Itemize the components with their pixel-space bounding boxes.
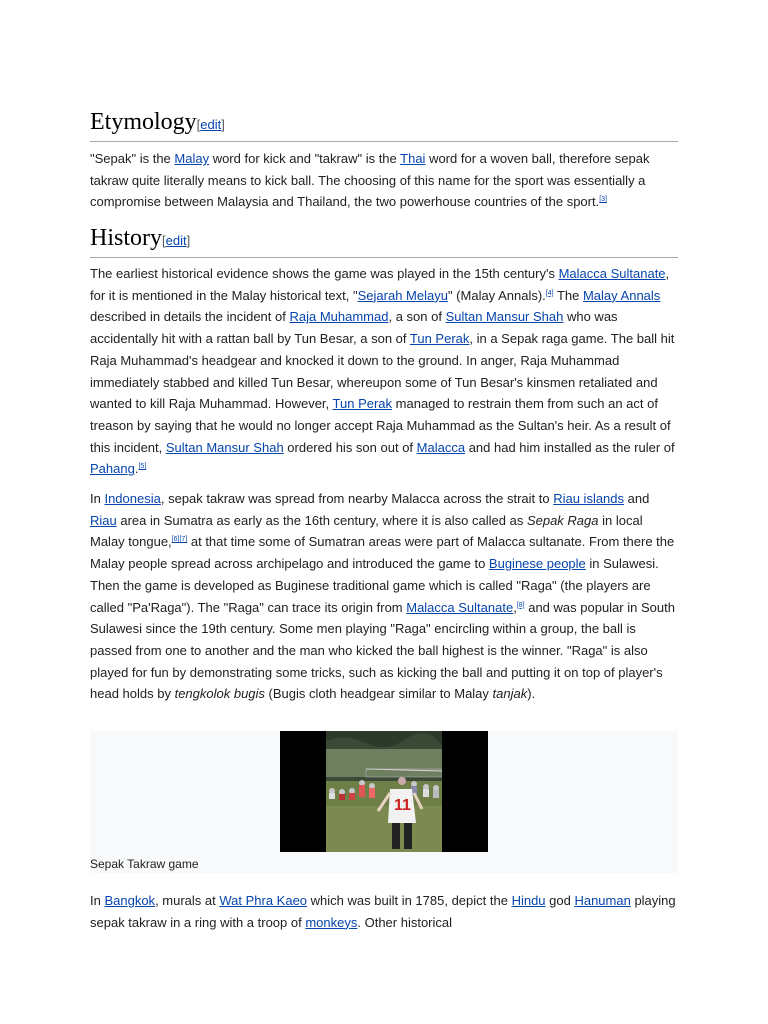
link-malacca-sultanate[interactable]: Malacca Sultanate	[558, 266, 666, 281]
edit-bracket-open: [	[196, 117, 201, 132]
text: god	[545, 893, 575, 908]
text: ,	[513, 599, 517, 615]
figure-caption: Sepak Takraw game	[90, 857, 199, 871]
link-bangkok[interactable]: Bangkok	[104, 893, 156, 908]
text: word for a woven ball, therefore sepak takraw quite literally means to kick ball. The choosing of this name for the sport was essentially a compromise between Malaysia and Thailand, the two powerhouse countries of the sport.	[90, 151, 650, 210]
etymology-edit	[197, 117, 225, 132]
video-thumbnail	[326, 731, 442, 852]
etymology-paragraph	[90, 148, 678, 213]
link-malacca-sultanate-2[interactable]: Malacca Sultanate	[406, 599, 514, 615]
edit-bracket-close: ]	[186, 233, 191, 248]
link-riau-islands[interactable]: Riau islands	[553, 491, 625, 506]
text: at that time some of Sumatran areas were part of Malacca sultanate. From there the Malay people spread across archipelago and introduced the game to	[90, 534, 675, 572]
italic-text: Sepak Raga	[526, 512, 599, 528]
text: , sepak takraw was spread from nearby Malacca across the strait to	[160, 491, 554, 506]
link-malay-annals[interactable]: Malay Annals	[582, 287, 661, 303]
text: " (Malay Annals).	[447, 287, 546, 303]
link-tun-perak[interactable]: Tun Perak	[409, 331, 470, 347]
link-thai[interactable]: Thai	[400, 151, 426, 166]
text: , a son of	[388, 309, 446, 325]
history-heading-text: History	[90, 225, 162, 251]
citation-8[interactable]: [8]	[516, 601, 525, 609]
citation-5[interactable]: [5]	[138, 463, 147, 471]
link-sejarah-melayu[interactable]: Sejarah Melayu	[357, 287, 448, 303]
history-edit	[162, 233, 190, 248]
text: word for kick and "takraw" is the	[209, 151, 401, 166]
link-monkeys[interactable]: monkeys	[305, 914, 358, 930]
link-indonesia[interactable]: Indonesia	[104, 491, 161, 506]
text: in local Malay tongue,	[90, 512, 643, 550]
citation-3[interactable]: [3]	[599, 196, 608, 204]
text: playing sepak takraw in a ring with a troop of	[90, 893, 676, 930]
history-heading	[90, 224, 678, 258]
history-paragraph-3	[90, 890, 678, 933]
text: ordered his son out of	[283, 439, 417, 455]
link-wat-phra-kaeo[interactable]: Wat Phra Kaeo	[219, 893, 308, 908]
text: The	[553, 287, 583, 303]
etymology-section	[90, 108, 678, 142]
link-malay[interactable]: Malay	[174, 151, 210, 166]
link-sultan-mansur-shah[interactable]: Sultan Mansur Shah	[445, 309, 564, 325]
history-section	[90, 224, 678, 258]
italic-text: tanjak	[492, 686, 528, 702]
edit-bracket-close: ]	[221, 117, 225, 132]
sepak-takraw-scene	[326, 731, 442, 852]
text: who was accidentally hit with a rattan ball by Tun Besar, a son of	[90, 309, 618, 347]
history-edit-link[interactable]: edit	[165, 233, 187, 248]
text: ).	[527, 686, 536, 702]
link-buginese-people[interactable]: Buginese people	[488, 556, 586, 572]
etymology-heading	[90, 108, 678, 142]
edit-bracket-open: [	[162, 233, 166, 248]
link-hindu[interactable]: Hindu	[511, 893, 546, 908]
video-player[interactable]	[280, 731, 488, 852]
etymology-heading-text: Etymology	[90, 109, 197, 135]
link-tun-perak-2[interactable]: Tun Perak	[332, 396, 393, 412]
text: . Other historical	[357, 914, 453, 930]
text: , in a Sepak raga game. The ball hit Raja Muhammad's headgear and knocked it down to the ground. In anger, Raja Muhammad immediately stabbed and killed Tun Besar, whereupon some of Tun Besar's kinsmen retaliated and wanted to kill Raja Muhammad. However,	[90, 331, 675, 412]
text: "Sepak" is the	[90, 151, 175, 166]
link-raja-muhammad[interactable]: Raja Muhammad	[289, 309, 389, 325]
link-hanuman[interactable]: Hanuman	[574, 893, 631, 908]
text: In	[90, 893, 105, 908]
text: which was built in 1785, depict the	[307, 893, 512, 908]
link-pahang[interactable]: Pahang	[90, 461, 135, 477]
jersey-number: 11	[394, 797, 411, 814]
citation-4[interactable]: [4]	[545, 289, 554, 297]
text: (Bugis cloth headgear similar to Malay	[264, 686, 493, 702]
text: , for it is mentioned in the Malay historical text, "	[90, 266, 670, 303]
text: .	[134, 461, 139, 477]
text: described in details the incident of	[90, 309, 290, 325]
citation-6-7[interactable]: [6][7]	[171, 536, 188, 544]
text: in Sulawesi. Then the game is developed as Buginese traditional game which is called "Raga" (the players are called "Pa'Raga"). The "Raga" can trace its origin from	[90, 556, 659, 615]
history-paragraph-1	[90, 263, 678, 480]
link-riau[interactable]: Riau	[90, 512, 117, 528]
text: , murals at	[155, 893, 220, 908]
video-figure	[90, 731, 678, 873]
text: and was popular in South Sulawesi since the 19th century. Some men playing "Raga" encircling within a group, the ball is passed from one to another and the man who kicked the ball highest is the winner. "Raga" is also played for fun by demonstrating some tricks, such as kicking the ball and putting it on top of player's head holds by	[90, 599, 675, 702]
text: and	[624, 491, 650, 506]
italic-text: tengkolok bugis	[174, 686, 265, 702]
text: managed to restrain them from such an act of treason by saying that he would no longer accept Raja Muhammad as the Sultan's heir. As a result of this incident,	[90, 396, 671, 455]
history-paragraph-2	[90, 488, 678, 705]
etymology-edit-link[interactable]: edit	[200, 117, 222, 132]
text: In	[90, 491, 105, 506]
text: The earliest historical evidence shows the game was played in the 15th century's	[90, 266, 559, 281]
text: and had him installed as the ruler of	[465, 439, 675, 455]
link-malacca[interactable]: Malacca	[416, 439, 466, 455]
text: area in Sumatra as early as the 16th century, where it is also called as	[116, 512, 527, 528]
link-sultan-mansur-shah-2[interactable]: Sultan Mansur Shah	[165, 439, 284, 455]
